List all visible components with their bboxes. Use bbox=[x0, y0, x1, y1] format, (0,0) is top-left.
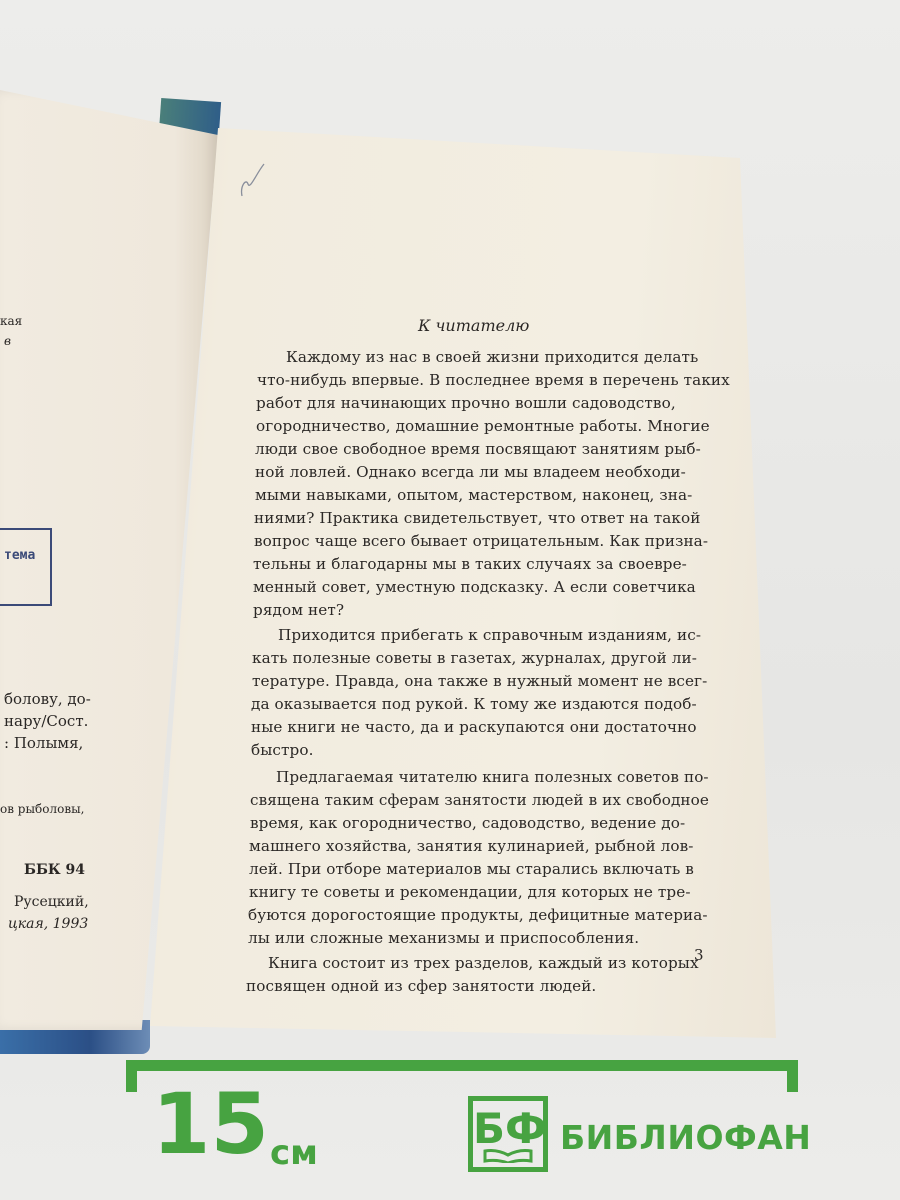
library-stamp bbox=[0, 528, 52, 606]
text-line: быстро. bbox=[251, 741, 314, 759]
text-line: люди свое свободное время посвящают занятиям рыб- bbox=[255, 440, 701, 458]
text-line: тературе. Правда, она также в нужный момент не всег- bbox=[252, 672, 708, 690]
text-line: мыми навыками, опытом, мастерством, наконец, зна- bbox=[255, 486, 693, 504]
bbk-code: ББК 94 bbox=[24, 862, 86, 878]
text-line: буются дорогостоящие продукты, дефицитные материа- bbox=[248, 906, 708, 924]
text-line: ные книги не часто, да и раскупаются они достаточно bbox=[251, 718, 697, 736]
text-line: лы или сложные механизмы и приспособления. bbox=[248, 929, 640, 947]
left-page-fragment: нару/Сост. bbox=[4, 712, 89, 730]
text-line: Приходится прибегать к справочным изданиям, ис- bbox=[278, 626, 702, 644]
text-line: ной ловлей. Однако всегда ли мы владеем необходи- bbox=[255, 463, 686, 481]
text-line: лей. При отборе материалов мы старались включать в bbox=[249, 860, 694, 878]
left-page-fragment: : Полымя, bbox=[4, 734, 84, 752]
text-line: рядом нет? bbox=[253, 601, 345, 619]
left-page-fragment: ов рыболовы, bbox=[0, 802, 85, 816]
text-line: книгу те советы и рекомендации, для которых не тре- bbox=[249, 883, 691, 901]
text-line: огородничество, домашние ремонтные работы. Многие bbox=[256, 417, 710, 435]
text-line: вопрос чаще всего бывает отрицательным. Как призна- bbox=[254, 532, 709, 550]
text-line: Книга состоит из трех разделов, каждый из которых bbox=[268, 954, 699, 972]
text-line: менный совет, уместную подсказку. А если советчика bbox=[253, 578, 696, 596]
logo-mark-text: БФ bbox=[473, 1104, 547, 1153]
ruler-number: 15 bbox=[152, 1075, 269, 1173]
left-page-fragment: в bbox=[4, 334, 11, 348]
left-page-fragment: Русецкий, bbox=[14, 894, 89, 910]
text-line: машнего хозяйства, занятия кулинарией, рыбной лов- bbox=[249, 837, 694, 855]
text-line: священа таким сферам занятости людей в их свободное bbox=[250, 791, 709, 809]
ruler-unit: см bbox=[270, 1133, 318, 1173]
text-line: да оказывается под рукой. К тому же издаются подоб- bbox=[251, 695, 697, 713]
text-line: тельны и благодарны мы в таких случаях за своевре- bbox=[253, 555, 687, 573]
pencil-mark-icon bbox=[236, 160, 270, 200]
open-book-icon bbox=[483, 1149, 533, 1163]
stamp-text: тема bbox=[4, 548, 36, 563]
text-line: что-нибудь впервые. В последнее время в перечень таких bbox=[257, 371, 730, 389]
text-line: Каждому из нас в своей жизни приходится делать bbox=[286, 348, 699, 366]
text-line: Предлагаемая читателю книга полезных советов по- bbox=[276, 768, 709, 786]
text-line: время, как огородничество, садоводство, ведение до- bbox=[250, 814, 686, 832]
left-page-fragment: кая bbox=[0, 314, 23, 328]
text-line: ниями? Практика свидетельствует, что ответ на такой bbox=[254, 509, 701, 527]
page-title: К читателю bbox=[418, 316, 530, 335]
text-line: посвящен одной из сфер занятости людей. bbox=[246, 977, 597, 995]
bibliofan-logo-text: БИБЛИОФАН bbox=[560, 1118, 812, 1157]
text-line: работ для начинающих прочно вошли садоводство, bbox=[256, 394, 676, 412]
page-number: 3 bbox=[694, 946, 704, 964]
bibliofan-logo-mark bbox=[468, 1096, 548, 1172]
left-page-fragment: цкая, 1993 bbox=[8, 916, 89, 932]
left-page-fragment: болову, до- bbox=[4, 690, 91, 708]
text-line: кать полезные советы в газетах, журналах, другой ли- bbox=[252, 649, 697, 667]
